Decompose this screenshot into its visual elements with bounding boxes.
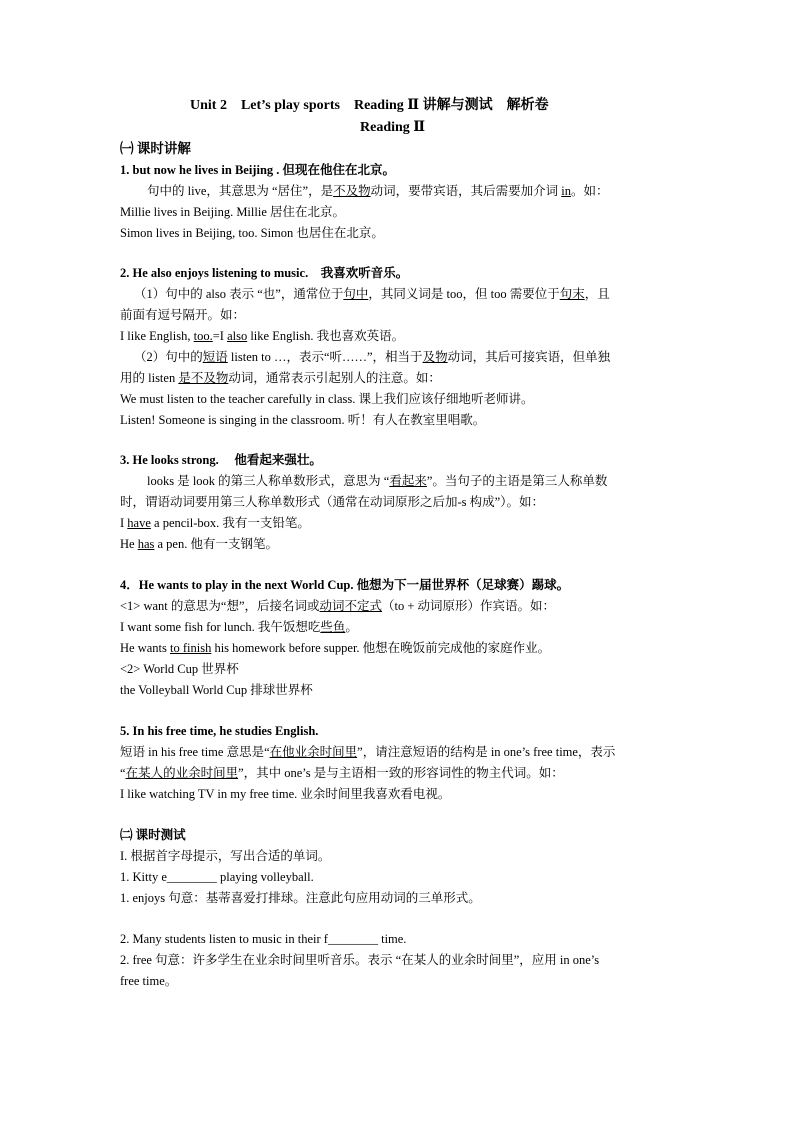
point-4-heading: 4．He wants to play in the next World Cup. 他想为下一届世界杯（足球赛）踢球。: [120, 578, 570, 592]
point-4-example-1: I want some fish for lunch. 我午饭想吃些鱼。: [120, 620, 358, 634]
point-2-example-2: We must listen to the teacher carefully in class. 课上我们应该仔细地听老师讲。: [120, 392, 534, 406]
point-3-line-2: 时，谓语动词要用第三人称单数形式（通常在动词原形之后加-s 构成”）。如：: [120, 495, 544, 509]
point-1-example-2: Simon lives in Beijing, too. Simon 也居住在北京。: [120, 226, 384, 240]
point-1-example-1: Millie lives in Beijing. Millie 居住在北京。: [120, 205, 345, 219]
point-2-example-3: Listen! Someone is singing in the classroom. 听！有人在教室里唱歌。: [120, 413, 486, 427]
point-5-heading: 5. In his free time, he studies English.: [120, 724, 319, 738]
test-instruction: I. 根据首字母提示，写出合适的单词。: [120, 849, 331, 863]
section-heading-test: ㈡ 课时测试: [120, 828, 186, 842]
point-1-line-1: 句中的 live，其意思为 “居住”，是不及物动词，要带宾语，其后需要加介词 in。如：: [147, 184, 609, 198]
point-4-line-2: <2> World Cup 世界杯: [120, 662, 239, 676]
point-2-line-1: （1）句中的 also 表示 “也”，通常位于句中，其同义词是 too，但 too 需要位于句末，且: [134, 287, 610, 301]
point-2-heading: 2. He also enjoys listening to music. 我喜欢听音乐。: [120, 266, 409, 280]
point-3-example-1: I have a pencil-box. 我有一支铅笔。: [120, 516, 310, 530]
answer-2-line-1: 2. free 句意：许多学生在业余时间里听音乐。表示 “在某人的业余时间里”，应用 in one’s: [120, 953, 600, 967]
point-5-line-1: 短语 in his free time 意思是“在他业余时间里”，请注意短语的结构是 in one’s free time，表示: [120, 745, 616, 759]
point-2-line-3: （2）句中的短语 listen to …，表示“听……”，相当于及物动词，其后可接宾语，但单独: [134, 350, 611, 364]
point-2-line-2: 前面有逗号隔开。如：: [120, 308, 246, 322]
point-5-line-2: “在某人的业余时间里”，其中 one’s 是与主语相一致的形容词性的物主代词。如：: [120, 766, 564, 780]
point-3-heading: 3. He looks strong. 他看起来强壮。: [120, 453, 322, 467]
point-4-line-1: <1> want 的意思为“想”，后接名词或动词不定式（to + 动词原形）作宾语。如：: [120, 599, 556, 613]
answer-2-line-2: free time。: [120, 974, 178, 988]
answer-1: 1. enjoys 句意：基蒂喜爱打排球。注意此句应用动词的三单形式。: [120, 891, 481, 905]
point-3-line-1: looks 是 look 的第三人称单数形式，意思为 “看起来”。当句子的主语是第三人称单数: [147, 474, 608, 488]
section-heading-lecture: ㈠ 课时讲解: [120, 141, 191, 156]
point-2-line-4: 用的 listen 是不及物动词，通常表示引起别人的注意。如：: [120, 371, 441, 385]
question-1: 1. Kitty e________ playing volleyball.: [120, 870, 314, 884]
document-subtitle: Reading Ⅱ: [360, 120, 426, 135]
point-4-line-3: the Volleyball World Cup 排球世界杯: [120, 683, 313, 697]
point-4-example-2: He wants to finish his homework before supper. 他想在晚饭前完成他的家庭作业。: [120, 641, 551, 655]
question-2: 2. Many students listen to music in their f________ time.: [120, 932, 407, 946]
document-title: Unit 2 Let’s play sports Reading Ⅱ 讲解与测试 解析卷: [190, 98, 549, 113]
point-2-example-1: I like English, too.=I also like English. 我也喜欢英语。: [120, 329, 405, 343]
point-5-example-1: I like watching TV in my free time. 业余时间里我喜欢看电视。: [120, 787, 451, 801]
point-3-example-2: He has a pen. 他有一支钢笔。: [120, 537, 278, 551]
point-1-heading: 1. but now he lives in Beijing . 但现在他住在北京。: [120, 163, 396, 177]
